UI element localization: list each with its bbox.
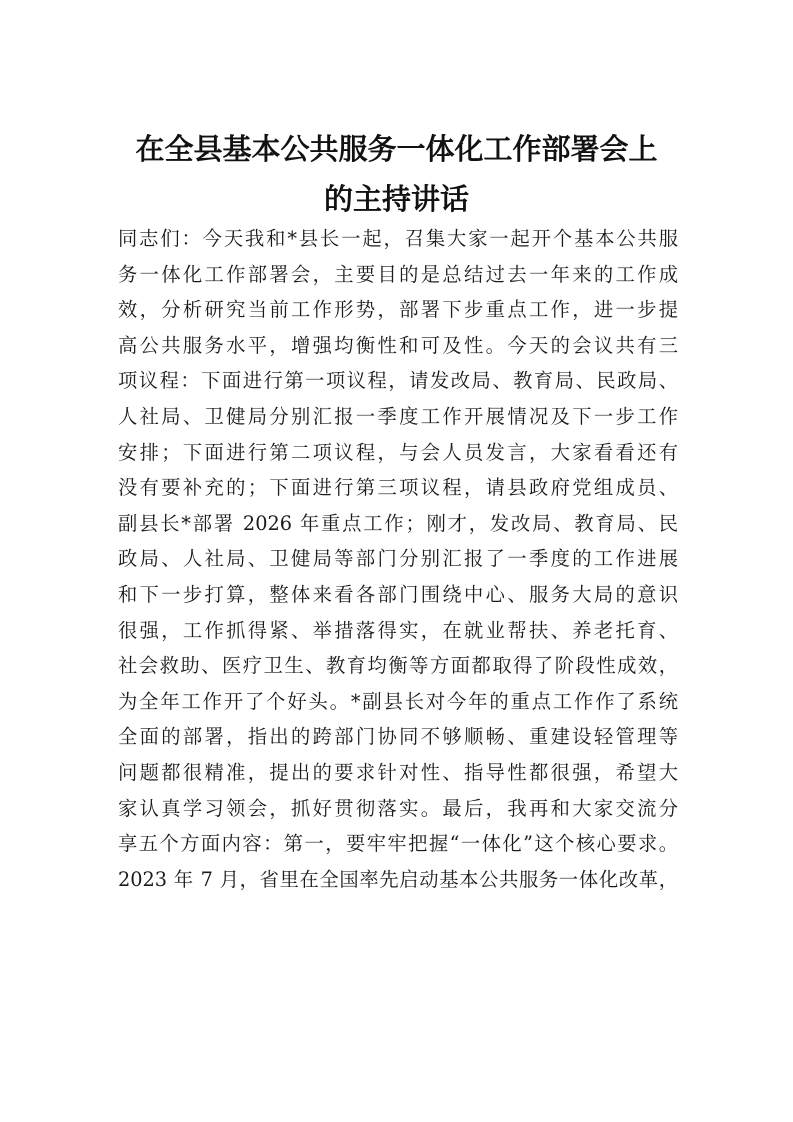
- title-line-2: 的主持讲话: [323, 182, 469, 216]
- body-line: 全面的部署，指出的跨部门协同不够顺畅、重建设轻管理等: [118, 725, 678, 749]
- body-line: 2023 年 7 月，省里在全国率先启动基本公共服务一体化改革，: [118, 867, 678, 891]
- body-line: 问题都很精准，提出的要求针对性、指导性都很强，希望大: [118, 760, 678, 784]
- body-line: 务一体化工作部署会，主要目的是总结过去一年来的工作成: [118, 262, 678, 286]
- body-line: 安排；下面进行第二项议程，与会人员发言，大家看看还有: [118, 440, 678, 464]
- body-line: 社会救助、医疗卫生、教育均衡等方面都取得了阶段性成效，: [118, 654, 678, 678]
- body-line: 项议程：下面进行第一项议程，请发改局、教育局、民政局、: [118, 369, 678, 393]
- body-line: 效，分析研究当前工作形势，部署下步重点工作，进一步提: [118, 298, 678, 322]
- body-line: 人社局、卫健局分别汇报一季度工作开展情况及下一步工作: [118, 404, 678, 428]
- title-line-1: 在全县基本公共服务一体化工作部署会上: [135, 132, 658, 166]
- body-line: 没有要补充的；下面进行第三项议程，请县政府党组成员、: [118, 476, 678, 500]
- body-line: 同志们：今天我和*县长一起，召集大家一起开个基本公共服: [118, 227, 678, 250]
- body-text: [118, 221, 678, 897]
- page-title: [100, 124, 693, 224]
- body-line: 政局、人社局、卫健局等部门分别汇报了一季度的工作进展: [118, 547, 678, 571]
- body-line: 家认真学习领会，抓好贯彻落实。最后，我再和大家交流分: [118, 796, 678, 820]
- body-line: 副县长*部署 2026 年重点工作；刚才，发改局、教育局、民: [118, 511, 678, 535]
- body-line: 很强，工作抓得紧、举措落得实，在就业帮扶、养老托育、: [118, 618, 678, 642]
- body-line: 高公共服务水平，增强均衡性和可及性。今天的会议共有三: [118, 333, 678, 357]
- body-line: 和下一步打算，整体来看各部门围绕中心、服务大局的意识: [118, 582, 678, 606]
- body-line: 享五个方面内容：第一，要牢牢把握“一体化”这个核心要求。: [118, 832, 678, 856]
- body-line: 为全年工作开了个好头。*副县长对今年的重点工作作了系统: [118, 689, 678, 713]
